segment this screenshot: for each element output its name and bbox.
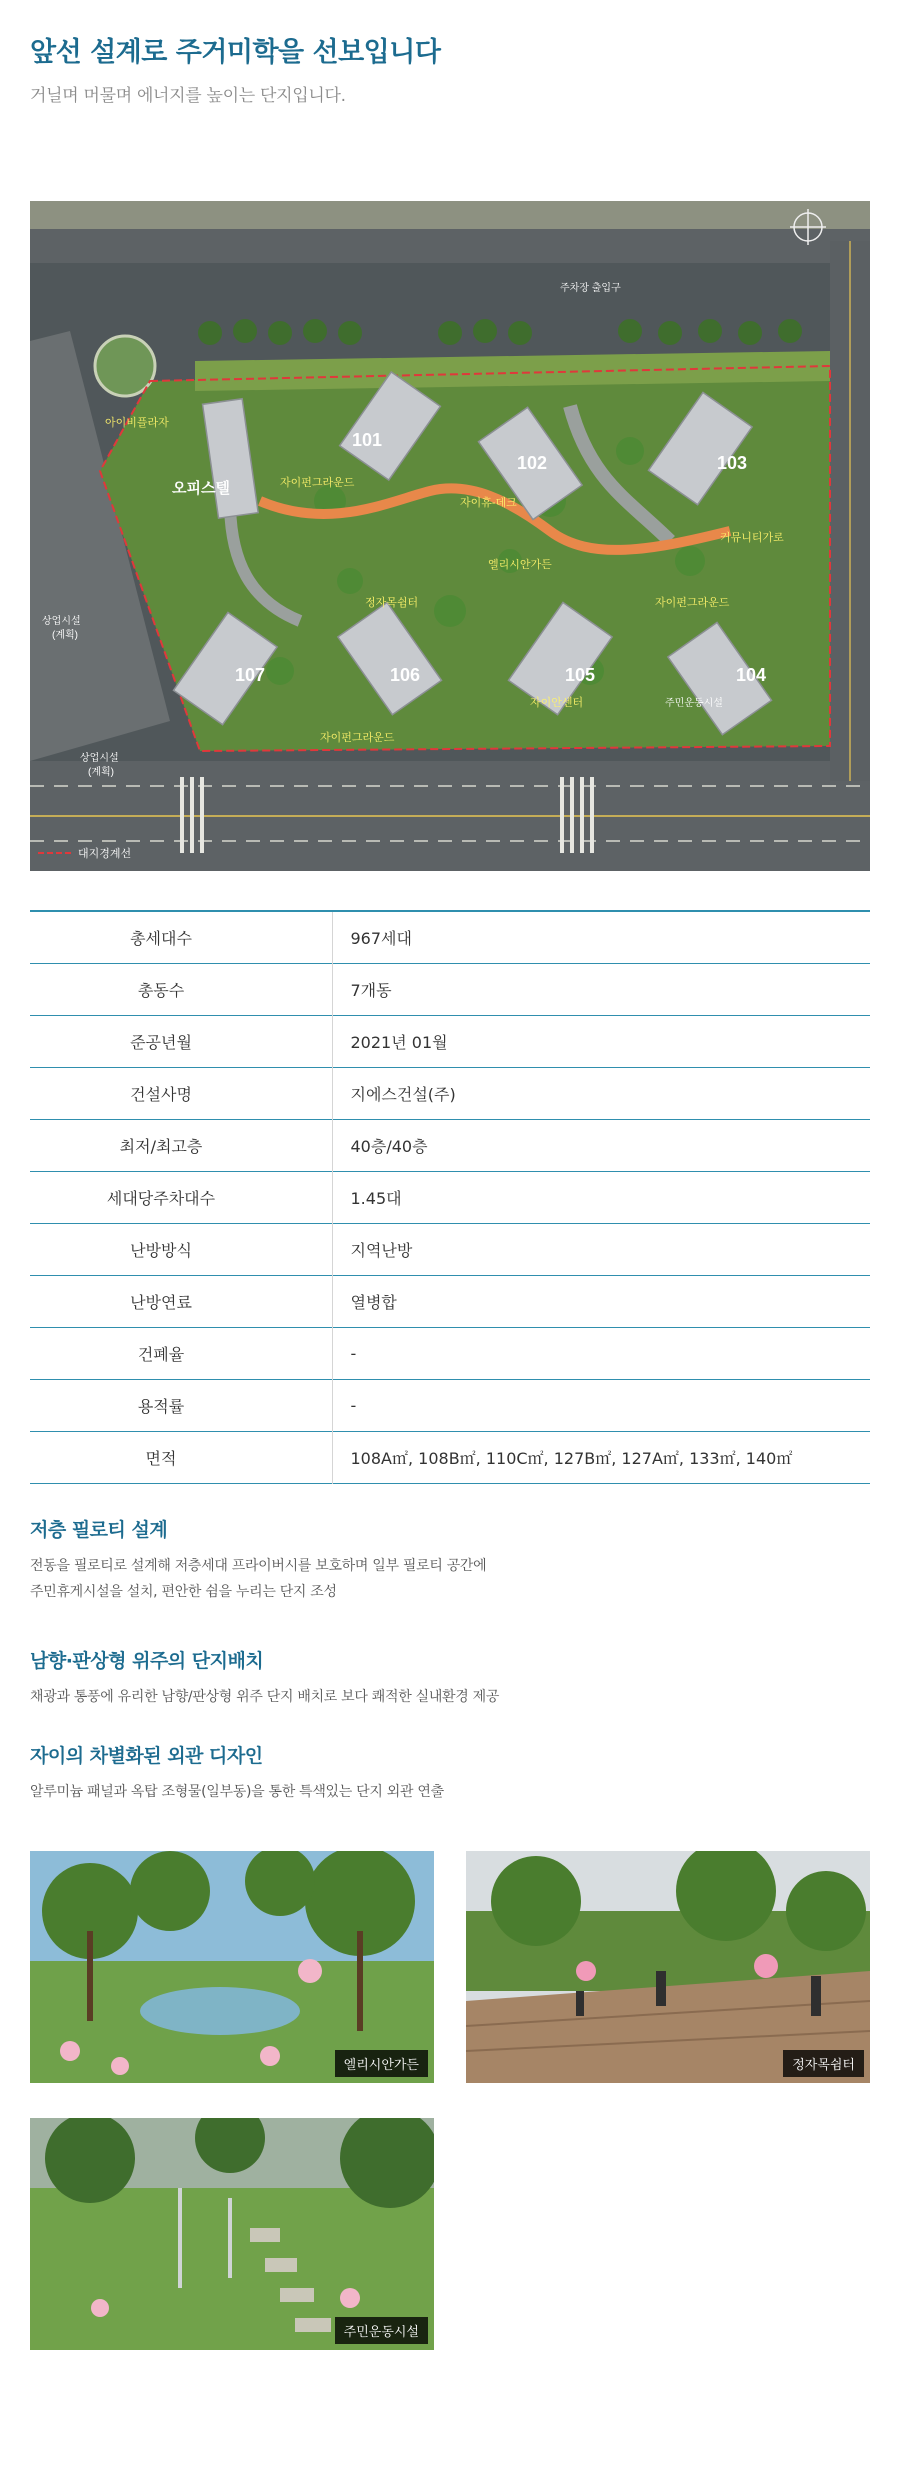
feature-piloti xyxy=(30,1515,870,1606)
photo-caption: 정자목쉼터 xyxy=(783,2050,864,2077)
spec-value: 108A㎡, 108B㎡, 110C㎡, 127B㎡, 127A㎡, 133㎡, 140㎡ xyxy=(350,1448,793,1468)
svg-text:정자목쉼터: 정자목쉼터 xyxy=(365,597,419,609)
spec-table xyxy=(30,910,870,1484)
spec-row xyxy=(30,1119,870,1171)
spec-label: 난방방식 xyxy=(130,1240,192,1260)
svg-text:주민운동시설: 주민운동시설 xyxy=(665,698,723,709)
svg-text:엘리시안가든: 엘리시안가든 xyxy=(488,559,552,571)
svg-text:아이비플라자: 아이비플라자 xyxy=(105,417,169,429)
spec-row xyxy=(30,1223,870,1275)
svg-text:상업시설: 상업시설 xyxy=(80,753,119,764)
photo-fitness-facility xyxy=(30,2118,434,2350)
spec-value: - xyxy=(350,1343,357,1363)
svg-text:자이휴-데크: 자이휴-데크 xyxy=(460,497,517,509)
spec-label: 면적 xyxy=(145,1448,177,1468)
svg-text:101: 101 xyxy=(352,430,383,450)
spec-divider xyxy=(302,963,332,1015)
photo-elysian-garden xyxy=(30,1851,434,2083)
feature-layout xyxy=(30,1646,870,1711)
svg-text:자이펀그라운드: 자이펀그라운드 xyxy=(280,477,355,489)
svg-text:커뮤니티가로: 커뮤니티가로 xyxy=(720,532,784,544)
spec-row xyxy=(30,1327,870,1379)
spec-divider xyxy=(302,1067,332,1119)
spec-row xyxy=(30,1171,870,1223)
svg-text:104: 104 xyxy=(736,665,767,685)
page-subtitle: 거닐며 머물며 에너지를 높이는 단지입니다. xyxy=(30,86,346,106)
photo-jeongjamok-shelter xyxy=(466,1851,870,2083)
spec-row xyxy=(30,1431,870,1483)
svg-text:107: 107 xyxy=(235,665,266,685)
feature-description: 전동을 필로티로 설계해 저층세대 프라이버시를 보호하며 일부 필로티 공간에 주민휴게시설을 설치, 편안한 쉼을 누리는 단지 조성 xyxy=(30,1558,487,1600)
legend-boundary-label: 대지경계선 xyxy=(78,848,132,860)
spec-label: 총세대수 xyxy=(130,928,192,948)
spec-divider xyxy=(302,1015,332,1067)
spec-value: 지에스건설(주) xyxy=(350,1084,456,1104)
svg-text:(계획): (계획) xyxy=(52,630,78,641)
spec-divider xyxy=(302,1223,332,1275)
spec-row xyxy=(30,1379,870,1431)
spec-label: 최저/최고층 xyxy=(119,1136,203,1156)
svg-text:상업시설: 상업시설 xyxy=(42,616,81,627)
spec-row xyxy=(30,1275,870,1327)
photo-caption: 엘리시안가든 xyxy=(335,2050,428,2077)
feature-title: 남향·판상형 위주의 단지배치 xyxy=(30,1650,264,1672)
svg-text:자이안센터: 자이안센터 xyxy=(530,697,584,709)
spec-divider xyxy=(302,1327,332,1379)
spec-row xyxy=(30,963,870,1015)
spec-divider xyxy=(302,1379,332,1431)
page-header xyxy=(30,30,870,106)
page-title: 앞선 설계로 주거미학을 선보입니다 xyxy=(30,37,441,68)
spec-value: 열병합 xyxy=(350,1292,397,1312)
feature-description: 채광과 통풍에 유리한 남향/판상형 위주 단지 배치로 보다 쾌적한 실내환경 제공 xyxy=(30,1689,500,1705)
site-plan-image xyxy=(30,201,870,871)
spec-divider xyxy=(302,911,332,963)
spec-value: 지역난방 xyxy=(350,1240,413,1260)
spec-row xyxy=(30,1067,870,1119)
spec-label: 준공년월 xyxy=(130,1032,192,1052)
feature-title: 저층 필로티 설계 xyxy=(30,1519,168,1541)
photo-caption: 주민운동시설 xyxy=(335,2317,428,2344)
spec-divider xyxy=(302,1431,332,1483)
spec-label: 총동수 xyxy=(137,980,185,1000)
svg-text:106: 106 xyxy=(390,665,421,685)
svg-text:자이펀그라운드: 자이펀그라운드 xyxy=(655,597,730,609)
spec-divider xyxy=(302,1171,332,1223)
spec-value: 967세대 xyxy=(350,928,412,948)
spec-label: 용적률 xyxy=(137,1396,185,1416)
svg-text:105: 105 xyxy=(565,665,596,685)
spec-value: 40층/40층 xyxy=(350,1136,428,1156)
spec-divider xyxy=(302,1275,332,1327)
feature-description: 알루미늄 패널과 옥탑 조형물(일부동)을 통한 특색있는 단지 외관 연출 xyxy=(30,1784,444,1800)
svg-text:주차장 출입구: 주차장 출입구 xyxy=(560,283,621,294)
svg-text:102: 102 xyxy=(517,453,548,473)
svg-text:(계획): (계획) xyxy=(88,767,114,778)
spec-value: 2021년 01월 xyxy=(350,1032,448,1052)
svg-text:103: 103 xyxy=(717,453,748,473)
spec-label: 건설사명 xyxy=(130,1084,192,1104)
spec-row xyxy=(30,911,870,963)
spec-value: - xyxy=(350,1395,357,1415)
spec-label: 세대당주차대수 xyxy=(106,1188,216,1208)
feature-title: 자이의 차별화된 외관 디자인 xyxy=(30,1745,263,1767)
spec-row xyxy=(30,1015,870,1067)
spec-value: 1.45대 xyxy=(350,1188,402,1208)
spec-divider xyxy=(302,1119,332,1171)
svg-text:자이펀그라운드: 자이펀그라운드 xyxy=(320,732,395,744)
svg-text:오피스텔: 오피스텔 xyxy=(172,480,230,497)
spec-label: 난방연료 xyxy=(130,1292,192,1312)
feature-exterior xyxy=(30,1741,870,1806)
spec-label: 건폐율 xyxy=(137,1344,185,1364)
spec-value: 7개동 xyxy=(350,980,392,1000)
